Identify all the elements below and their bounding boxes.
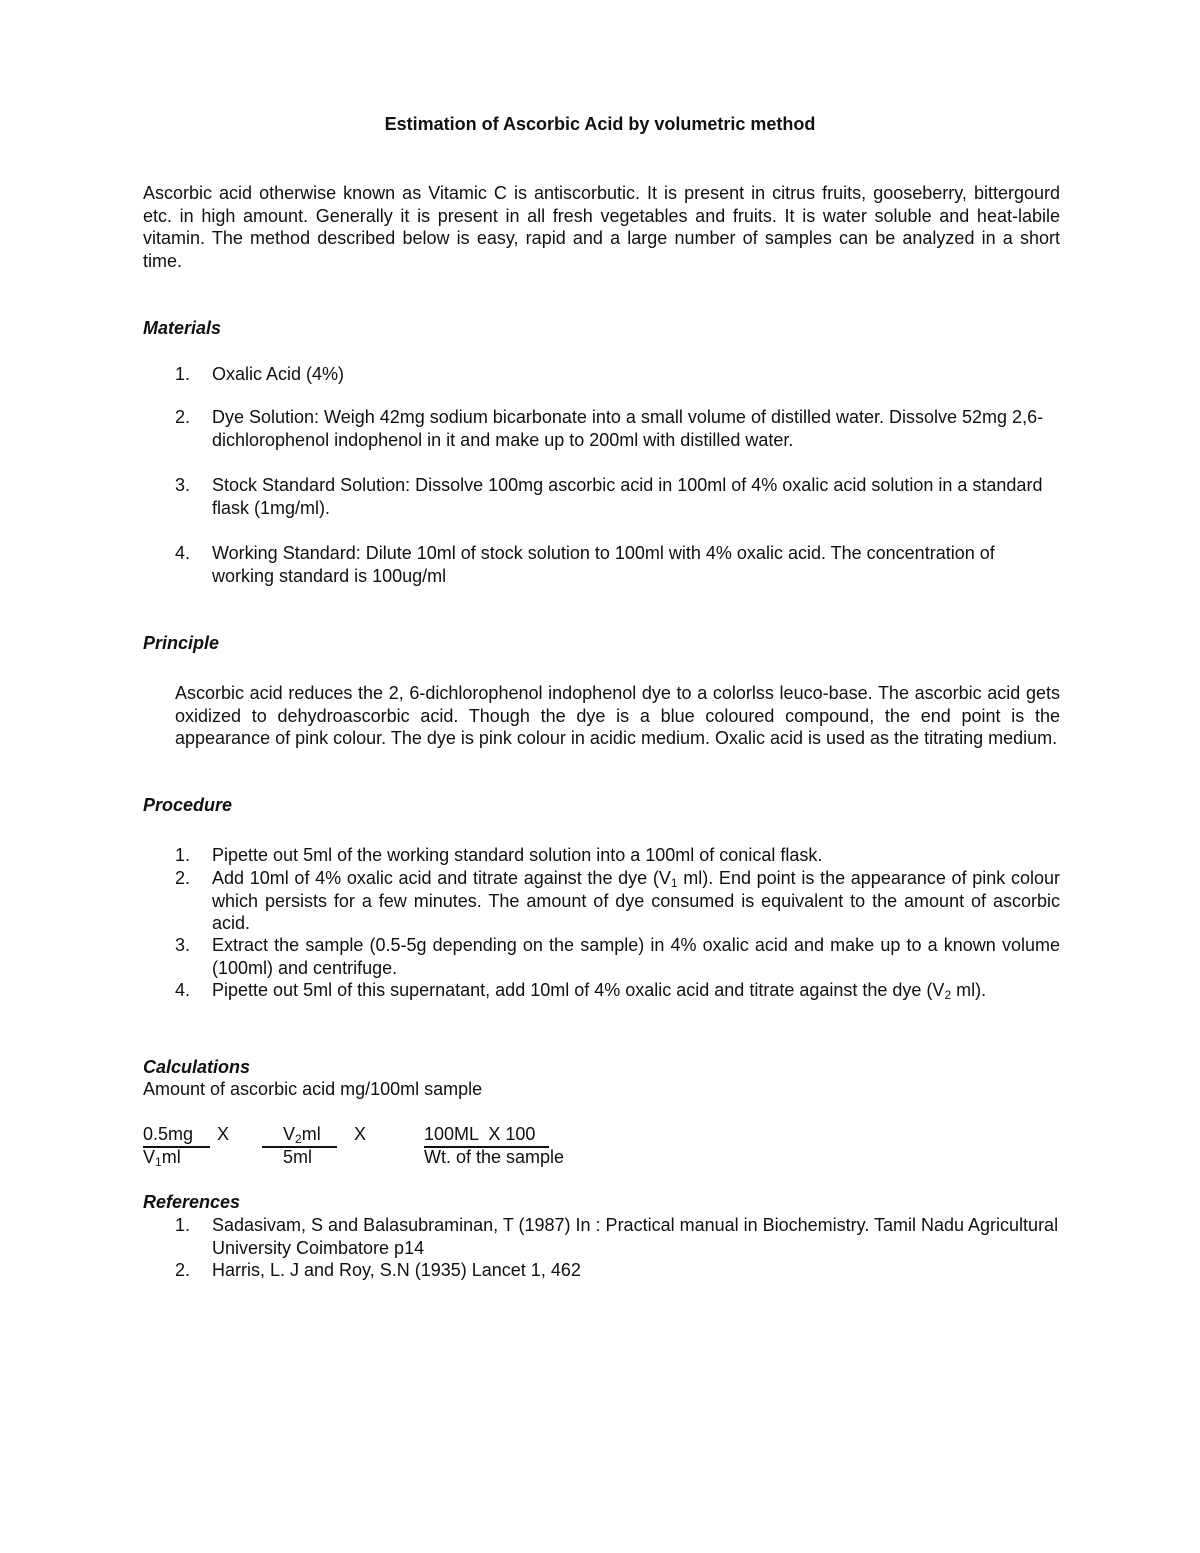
principle-heading: Principle [143,633,220,653]
procedure-item [175,934,1060,979]
item-text-part: ml). [951,980,987,1000]
calculations-heading: Calculations [143,1057,251,1077]
materials-item [175,406,1060,451]
item-text: Oxalic Acid (4%) [212,364,345,384]
formula-numerator-1: 0.5mg [143,1124,194,1144]
item-number: 1. [175,1215,191,1235]
procedure-heading: Procedure [143,795,233,815]
formula-part: ml [161,1147,181,1167]
formula-multiply-1: X [217,1124,230,1144]
materials-item [175,363,1060,386]
formula-numerator-3: 100ML X 100 [424,1124,536,1144]
formula-part: V [143,1147,156,1167]
references-heading: References [143,1192,241,1212]
item-text: Harris, L. J and Roy, S.N (1935) Lancet 1, 462 [212,1260,581,1280]
formula-denominator-3: Wt. of the sample [424,1147,565,1167]
subscript: 1 [155,1155,162,1169]
materials-heading: Materials [143,318,222,338]
formula-part: V [283,1124,296,1144]
formula-denominator-1 [143,1147,181,1168]
item-number: 2. [175,868,191,888]
item-number: 4. [175,980,191,1000]
subscript: 2 [944,988,952,1002]
item-text [212,867,1060,935]
item-text: Dye Solution: Weigh 42mg sodium bicarbonate into a small volume of distilled water. Dissolve 52mg 2,6-dichlorophenol indophenol in it and make up to 200ml with distilled water. [212,407,1044,450]
reference-item [175,1259,1060,1282]
formula-multiply-2: X [354,1124,367,1144]
item-text-part: Pipette out 5ml of this supernatant, add 10ml of 4% oxalic acid and titrate against the dye (V [212,980,945,1000]
reference-item [175,1214,1060,1259]
item-text: Extract the sample (0.5-5g depending on the sample) in 4% oxalic acid and make up to a known volume (100ml) and centrifuge. [212,935,1060,978]
formula-denominator-2: 5ml [283,1147,313,1167]
item-number: 4. [175,543,191,563]
item-number: 3. [175,935,191,955]
materials-item [175,542,1060,587]
item-text [212,979,1060,1002]
item-text: Stock Standard Solution: Dissolve 100mg ascorbic acid in 100ml of 4% oxalic acid solution in a standard flask (1mg/ml). [212,475,1043,518]
materials-item [175,474,1060,519]
principle-paragraph: Ascorbic acid reduces the 2, 6-dichlorophenol indophenol dye to a colorlss leuco-base. The ascorbic acid gets oxidized to dehydroascorbic acid. Though the dye is a blue coloured compound, the end point is the appearance of pink colour. The dye is pink colour in acidic medium. Oxalic acid is used as the titrating medium. [175,683,1060,748]
formula-numerator-2 [283,1124,321,1145]
document-title: Estimation of Ascorbic Acid by volumetric method [384,114,816,134]
item-number: 1. [175,364,191,384]
item-number: 1. [175,845,191,865]
intro-paragraph: Ascorbic acid otherwise known as Vitamic C is antiscorbutic. It is present in citrus fruits, gooseberry, bittergourd etc. in high amount. Generally it is present in all fresh vegetables and fruits. It is water soluble and heat-labile vitamin. The method described below is easy, rapid and a large number of samples can be analyzed in a short time. [143,183,1060,271]
procedure-item [175,867,1060,935]
item-text-part: ml). End point is the appearance of pink colour which persists for a few minutes. The amount of dye consumed is equivalent to the amount of ascorbic acid. [212,868,1061,933]
formula-part: ml [301,1124,321,1144]
item-text-part: Add 10ml of 4% oxalic acid and titrate against the dye (V [212,868,671,888]
item-number: 3. [175,475,191,495]
procedure-item [175,979,1060,1002]
item-text: Sadasivam, S and Balasubraminan, T (1987) In : Practical manual in Biochemistry. Tamil Nadu Agricultural University Coimbatore p14 [212,1215,1059,1258]
subscript: 2 [295,1132,302,1146]
item-number: 2. [175,1260,191,1280]
item-text: Pipette out 5ml of the working standard solution into a 100ml of conical flask. [212,845,823,865]
calculations-subtitle: Amount of ascorbic acid mg/100ml sample [143,1079,483,1099]
subscript: 1 [670,876,678,890]
procedure-item [175,844,1060,867]
item-number: 2. [175,407,191,427]
item-text: Working Standard: Dilute 10ml of stock solution to 100ml with 4% oxalic acid. The concentration of working standard is 100ug/ml [212,543,995,586]
